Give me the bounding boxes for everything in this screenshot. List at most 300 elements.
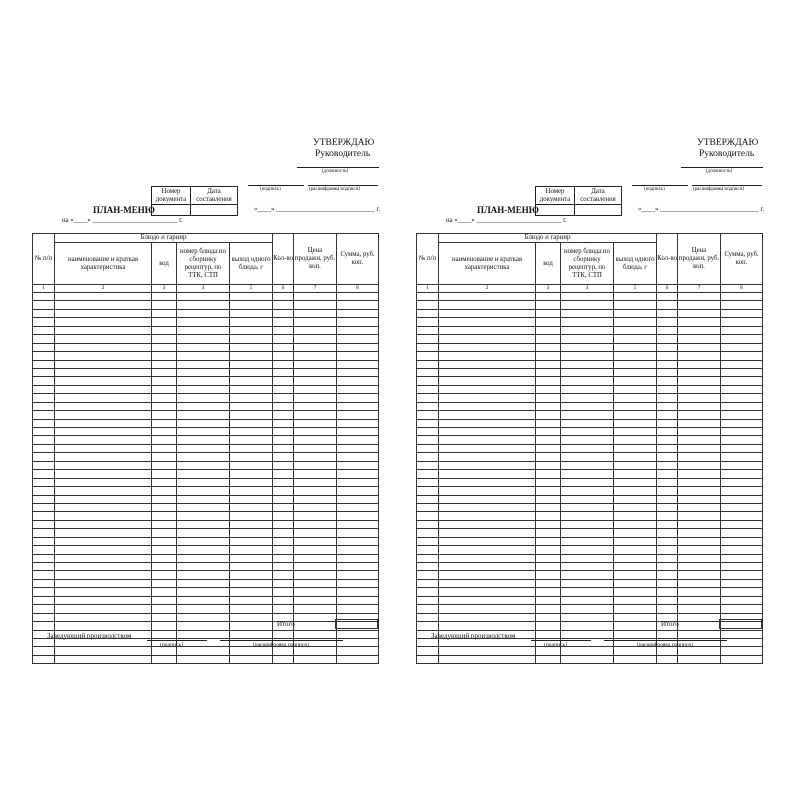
table-cell[interactable] [337, 377, 379, 385]
table-cell[interactable] [33, 343, 55, 351]
table-cell[interactable] [561, 495, 614, 503]
table-cell[interactable] [561, 605, 614, 613]
table-cell[interactable] [230, 428, 273, 436]
table-cell[interactable] [614, 579, 657, 587]
table-cell[interactable] [536, 419, 561, 427]
table-cell[interactable] [177, 520, 230, 528]
table-cell[interactable] [614, 554, 657, 562]
table-cell[interactable] [561, 293, 614, 301]
table-cell[interactable] [152, 394, 177, 402]
table-cell[interactable] [230, 335, 273, 343]
table-cell[interactable] [55, 520, 152, 528]
table-cell[interactable] [337, 335, 379, 343]
table-cell[interactable] [721, 293, 763, 301]
table-cell[interactable] [417, 402, 439, 410]
table-cell[interactable] [657, 453, 678, 461]
table-cell[interactable] [177, 368, 230, 376]
total-sum-field[interactable] [335, 619, 378, 629]
table-cell[interactable] [678, 470, 721, 478]
table-cell[interactable] [55, 613, 152, 621]
table-cell[interactable] [657, 394, 678, 402]
table-cell[interactable] [230, 436, 273, 444]
table-cell[interactable] [337, 554, 379, 562]
table-cell[interactable] [439, 655, 536, 663]
table-cell[interactable] [152, 579, 177, 587]
table-cell[interactable] [33, 368, 55, 376]
table-cell[interactable] [536, 428, 561, 436]
table-cell[interactable] [657, 293, 678, 301]
table-cell[interactable] [294, 487, 337, 495]
table-cell[interactable] [536, 411, 561, 419]
table-cell[interactable] [536, 444, 561, 452]
table-cell[interactable] [657, 444, 678, 452]
table-cell[interactable] [678, 512, 721, 520]
table-cell[interactable] [561, 478, 614, 486]
table-cell[interactable] [294, 301, 337, 309]
table-cell[interactable] [561, 453, 614, 461]
table-cell[interactable] [417, 520, 439, 528]
table-cell[interactable] [177, 394, 230, 402]
table-cell[interactable] [417, 377, 439, 385]
table-cell[interactable] [678, 436, 721, 444]
table-cell[interactable] [721, 419, 763, 427]
table-cell[interactable] [439, 318, 536, 326]
table-cell[interactable] [561, 655, 614, 663]
table-cell[interactable] [721, 402, 763, 410]
table-cell[interactable] [337, 293, 379, 301]
table-cell[interactable] [657, 655, 678, 663]
table-cell[interactable] [561, 419, 614, 427]
table-cell[interactable] [230, 537, 273, 545]
table-cell[interactable] [657, 503, 678, 511]
table-cell[interactable] [294, 352, 337, 360]
table-cell[interactable] [614, 293, 657, 301]
table-cell[interactable] [417, 470, 439, 478]
table-cell[interactable] [230, 495, 273, 503]
table-cell[interactable] [721, 461, 763, 469]
table-cell[interactable] [177, 301, 230, 309]
table-cell[interactable] [152, 411, 177, 419]
table-cell[interactable] [177, 495, 230, 503]
table-cell[interactable] [294, 402, 337, 410]
table-cell[interactable] [177, 428, 230, 436]
table-cell[interactable] [152, 385, 177, 393]
table-cell[interactable] [614, 470, 657, 478]
table-cell[interactable] [721, 368, 763, 376]
table-cell[interactable] [721, 554, 763, 562]
table-cell[interactable] [152, 326, 177, 334]
table-cell[interactable] [33, 428, 55, 436]
table-cell[interactable] [561, 343, 614, 351]
table-cell[interactable] [657, 487, 678, 495]
table-cell[interactable] [614, 368, 657, 376]
table-cell[interactable] [417, 293, 439, 301]
table-cell[interactable] [152, 537, 177, 545]
table-cell[interactable] [337, 428, 379, 436]
table-cell[interactable] [536, 326, 561, 334]
table-cell[interactable] [721, 343, 763, 351]
table-cell[interactable] [177, 630, 230, 638]
table-cell[interactable] [273, 444, 294, 452]
table-cell[interactable] [230, 546, 273, 554]
table-cell[interactable] [417, 436, 439, 444]
table-cell[interactable] [152, 571, 177, 579]
table-cell[interactable] [439, 579, 536, 587]
table-cell[interactable] [337, 453, 379, 461]
table-cell[interactable] [561, 529, 614, 537]
table-cell[interactable] [678, 546, 721, 554]
table-cell[interactable] [614, 630, 657, 638]
table-cell[interactable] [177, 647, 230, 655]
table-cell[interactable] [294, 495, 337, 503]
table-cell[interactable] [273, 487, 294, 495]
table-cell[interactable] [152, 428, 177, 436]
table-cell[interactable] [230, 402, 273, 410]
table-cell[interactable] [177, 503, 230, 511]
table-cell[interactable] [337, 394, 379, 402]
table-cell[interactable] [177, 554, 230, 562]
table-cell[interactable] [177, 461, 230, 469]
table-cell[interactable] [657, 478, 678, 486]
table-cell[interactable] [439, 605, 536, 613]
table-cell[interactable] [273, 630, 294, 638]
table-cell[interactable] [230, 360, 273, 368]
table-cell[interactable] [177, 326, 230, 334]
table-cell[interactable] [721, 326, 763, 334]
table-cell[interactable] [152, 478, 177, 486]
table-cell[interactable] [337, 444, 379, 452]
table-cell[interactable] [273, 326, 294, 334]
table-cell[interactable] [177, 436, 230, 444]
table-cell[interactable] [55, 444, 152, 452]
table-cell[interactable] [33, 655, 55, 663]
table-cell[interactable] [417, 495, 439, 503]
table-cell[interactable] [273, 520, 294, 528]
table-cell[interactable] [721, 478, 763, 486]
table-cell[interactable] [561, 487, 614, 495]
table-cell[interactable] [561, 335, 614, 343]
table-cell[interactable] [439, 453, 536, 461]
table-cell[interactable] [33, 520, 55, 528]
table-cell[interactable] [230, 470, 273, 478]
table-cell[interactable] [337, 436, 379, 444]
table-cell[interactable] [273, 293, 294, 301]
table-cell[interactable] [439, 343, 536, 351]
table-cell[interactable] [657, 546, 678, 554]
table-cell[interactable] [678, 495, 721, 503]
table-cell[interactable] [614, 326, 657, 334]
table-cell[interactable] [230, 318, 273, 326]
table-cell[interactable] [657, 588, 678, 596]
table-cell[interactable] [152, 554, 177, 562]
table-cell[interactable] [561, 444, 614, 452]
table-cell[interactable] [55, 402, 152, 410]
table-cell[interactable] [417, 335, 439, 343]
table-cell[interactable] [417, 343, 439, 351]
table-cell[interactable] [417, 537, 439, 545]
table-cell[interactable] [657, 377, 678, 385]
table-cell[interactable] [55, 605, 152, 613]
table-cell[interactable] [55, 647, 152, 655]
table-cell[interactable] [152, 655, 177, 663]
table-cell[interactable] [614, 352, 657, 360]
table-cell[interactable] [294, 588, 337, 596]
table-cell[interactable] [273, 529, 294, 537]
table-cell[interactable] [230, 461, 273, 469]
document-number-value[interactable] [152, 205, 191, 215]
table-cell[interactable] [152, 453, 177, 461]
table-cell[interactable] [337, 588, 379, 596]
table-cell[interactable] [417, 571, 439, 579]
table-cell[interactable] [417, 453, 439, 461]
table-cell[interactable] [614, 385, 657, 393]
table-cell[interactable] [657, 352, 678, 360]
table-cell[interactable] [337, 352, 379, 360]
table-cell[interactable] [55, 293, 152, 301]
table-cell[interactable] [337, 647, 379, 655]
table-cell[interactable] [337, 546, 379, 554]
table-cell[interactable] [536, 293, 561, 301]
table-cell[interactable] [337, 402, 379, 410]
table-cell[interactable] [294, 377, 337, 385]
table-cell[interactable] [273, 453, 294, 461]
table-cell[interactable] [614, 588, 657, 596]
table-cell[interactable] [721, 571, 763, 579]
table-cell[interactable] [614, 335, 657, 343]
table-cell[interactable] [721, 444, 763, 452]
table-cell[interactable] [439, 352, 536, 360]
table-cell[interactable] [721, 487, 763, 495]
table-cell[interactable] [337, 579, 379, 587]
table-cell[interactable] [55, 377, 152, 385]
table-cell[interactable] [439, 436, 536, 444]
table-cell[interactable] [678, 352, 721, 360]
table-cell[interactable] [678, 630, 721, 638]
table-cell[interactable] [55, 529, 152, 537]
table-cell[interactable] [678, 343, 721, 351]
table-cell[interactable] [417, 419, 439, 427]
table-cell[interactable] [294, 335, 337, 343]
table-cell[interactable] [657, 360, 678, 368]
document-date-value[interactable] [575, 205, 621, 215]
table-cell[interactable] [561, 622, 614, 630]
table-cell[interactable] [678, 377, 721, 385]
table-cell[interactable] [33, 622, 55, 630]
table-cell[interactable] [33, 402, 55, 410]
table-cell[interactable] [678, 655, 721, 663]
table-cell[interactable] [678, 647, 721, 655]
table-cell[interactable] [177, 655, 230, 663]
table-cell[interactable] [55, 487, 152, 495]
table-cell[interactable] [273, 411, 294, 419]
table-cell[interactable] [177, 571, 230, 579]
table-cell[interactable] [230, 596, 273, 604]
table-cell[interactable] [33, 335, 55, 343]
table-cell[interactable] [536, 335, 561, 343]
table-cell[interactable] [33, 571, 55, 579]
table-cell[interactable] [614, 343, 657, 351]
table-cell[interactable] [614, 537, 657, 545]
table-cell[interactable] [678, 563, 721, 571]
table-cell[interactable] [439, 487, 536, 495]
table-cell[interactable] [678, 554, 721, 562]
document-number-value[interactable] [536, 205, 575, 215]
table-cell[interactable] [273, 478, 294, 486]
table-cell[interactable] [230, 368, 273, 376]
table-cell[interactable] [657, 411, 678, 419]
table-cell[interactable] [177, 537, 230, 545]
table-cell[interactable] [33, 411, 55, 419]
table-cell[interactable] [439, 588, 536, 596]
table-cell[interactable] [561, 326, 614, 334]
table-cell[interactable] [417, 605, 439, 613]
table-cell[interactable] [230, 571, 273, 579]
table-cell[interactable] [55, 622, 152, 630]
table-cell[interactable] [536, 622, 561, 630]
table-cell[interactable] [561, 596, 614, 604]
table-cell[interactable] [33, 444, 55, 452]
table-cell[interactable] [439, 360, 536, 368]
table-cell[interactable] [294, 613, 337, 621]
table-cell[interactable] [536, 647, 561, 655]
table-cell[interactable] [294, 453, 337, 461]
table-cell[interactable] [678, 461, 721, 469]
table-cell[interactable] [177, 563, 230, 571]
table-cell[interactable] [230, 487, 273, 495]
table-cell[interactable] [614, 444, 657, 452]
table-cell[interactable] [55, 419, 152, 427]
table-cell[interactable] [177, 588, 230, 596]
table-cell[interactable] [439, 478, 536, 486]
table-cell[interactable] [55, 563, 152, 571]
table-cell[interactable] [33, 529, 55, 537]
table-cell[interactable] [55, 436, 152, 444]
table-cell[interactable] [678, 326, 721, 334]
table-cell[interactable] [678, 453, 721, 461]
table-cell[interactable] [536, 630, 561, 638]
table-cell[interactable] [152, 622, 177, 630]
table-cell[interactable] [55, 495, 152, 503]
table-cell[interactable] [230, 622, 273, 630]
table-cell[interactable] [678, 588, 721, 596]
table-cell[interactable] [33, 352, 55, 360]
table-cell[interactable] [417, 318, 439, 326]
table-cell[interactable] [337, 503, 379, 511]
table-cell[interactable] [657, 495, 678, 503]
table-cell[interactable] [337, 563, 379, 571]
table-cell[interactable] [337, 411, 379, 419]
table-cell[interactable] [273, 436, 294, 444]
table-cell[interactable] [230, 301, 273, 309]
table-cell[interactable] [417, 503, 439, 511]
table-cell[interactable] [614, 622, 657, 630]
table-cell[interactable] [177, 470, 230, 478]
table-cell[interactable] [721, 588, 763, 596]
table-cell[interactable] [417, 487, 439, 495]
table-cell[interactable] [273, 352, 294, 360]
table-cell[interactable] [657, 343, 678, 351]
table-cell[interactable] [536, 503, 561, 511]
table-cell[interactable] [417, 563, 439, 571]
table-cell[interactable] [721, 537, 763, 545]
table-cell[interactable] [417, 529, 439, 537]
table-cell[interactable] [294, 436, 337, 444]
table-cell[interactable] [230, 520, 273, 528]
table-cell[interactable] [230, 394, 273, 402]
table-cell[interactable] [614, 318, 657, 326]
table-cell[interactable] [417, 622, 439, 630]
table-cell[interactable] [417, 461, 439, 469]
table-cell[interactable] [33, 461, 55, 469]
table-cell[interactable] [273, 554, 294, 562]
table-cell[interactable] [439, 495, 536, 503]
table-cell[interactable] [721, 428, 763, 436]
table-cell[interactable] [33, 537, 55, 545]
table-cell[interactable] [678, 428, 721, 436]
table-cell[interactable] [561, 554, 614, 562]
table-cell[interactable] [337, 495, 379, 503]
table-cell[interactable] [273, 588, 294, 596]
table-cell[interactable] [177, 293, 230, 301]
table-cell[interactable] [294, 503, 337, 511]
table-cell[interactable] [536, 655, 561, 663]
table-cell[interactable] [55, 546, 152, 554]
table-cell[interactable] [152, 596, 177, 604]
table-cell[interactable] [337, 309, 379, 317]
table-cell[interactable] [55, 478, 152, 486]
table-cell[interactable] [657, 512, 678, 520]
table-cell[interactable] [657, 309, 678, 317]
table-cell[interactable] [337, 343, 379, 351]
table-cell[interactable] [439, 402, 536, 410]
table-cell[interactable] [678, 394, 721, 402]
table-cell[interactable] [177, 596, 230, 604]
table-cell[interactable] [177, 444, 230, 452]
table-cell[interactable] [417, 546, 439, 554]
table-cell[interactable] [657, 368, 678, 376]
table-cell[interactable] [678, 537, 721, 545]
table-cell[interactable] [55, 368, 152, 376]
table-cell[interactable] [614, 453, 657, 461]
table-cell[interactable] [55, 579, 152, 587]
table-cell[interactable] [439, 546, 536, 554]
table-cell[interactable] [536, 461, 561, 469]
table-cell[interactable] [177, 385, 230, 393]
table-cell[interactable] [55, 554, 152, 562]
table-cell[interactable] [561, 385, 614, 393]
table-cell[interactable] [721, 436, 763, 444]
table-cell[interactable] [657, 385, 678, 393]
table-cell[interactable] [55, 343, 152, 351]
table-cell[interactable] [614, 461, 657, 469]
table-cell[interactable] [294, 444, 337, 452]
table-cell[interactable] [536, 301, 561, 309]
table-cell[interactable] [536, 436, 561, 444]
table-cell[interactable] [614, 411, 657, 419]
table-cell[interactable] [177, 622, 230, 630]
table-cell[interactable] [294, 537, 337, 545]
table-cell[interactable] [230, 630, 273, 638]
table-cell[interactable] [678, 419, 721, 427]
table-cell[interactable] [152, 301, 177, 309]
table-cell[interactable] [614, 377, 657, 385]
table-cell[interactable] [177, 453, 230, 461]
table-cell[interactable] [614, 402, 657, 410]
table-cell[interactable] [294, 520, 337, 528]
table-cell[interactable] [561, 301, 614, 309]
table-cell[interactable] [273, 596, 294, 604]
table-cell[interactable] [439, 520, 536, 528]
